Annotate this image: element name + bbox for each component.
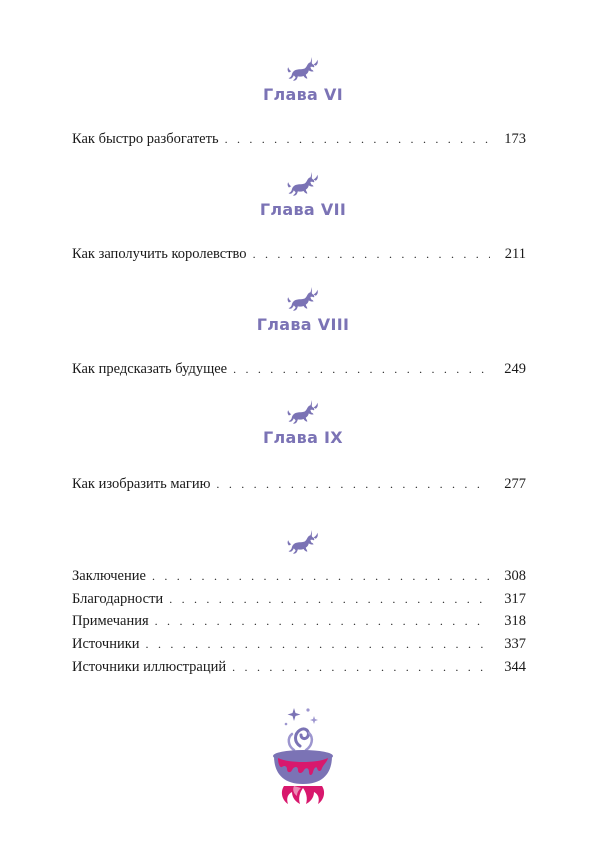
toc-entry-label: Как заполучить королевство (72, 246, 247, 262)
toc-entry[interactable] (72, 633, 526, 655)
dot-leader (146, 633, 490, 655)
toc-entry[interactable] (72, 128, 526, 150)
dot-leader (233, 358, 490, 380)
unicorn-icon (286, 398, 320, 426)
toc-entry[interactable] (72, 565, 526, 587)
unicorn-icon (286, 528, 320, 556)
toc-entry-label: Источники (72, 636, 140, 652)
toc-entry[interactable] (72, 358, 526, 380)
toc-entry-page: 337 (504, 636, 526, 652)
chapter-heading (0, 55, 606, 104)
toc-entry-label: Как быстро разбогатеть (72, 131, 219, 147)
toc-entry[interactable] (72, 656, 526, 678)
chapter-title: Глава VII (259, 200, 347, 219)
chapter-heading (0, 170, 606, 219)
unicorn-icon (286, 55, 320, 83)
dot-leader (225, 128, 490, 150)
toc-entry-label: Заключение (72, 568, 146, 584)
toc-entry[interactable] (72, 243, 526, 265)
dot-leader (152, 565, 490, 587)
dot-leader (216, 473, 490, 495)
toc-entry-page: 277 (504, 476, 526, 492)
dot-leader (253, 243, 490, 265)
toc-entry-label: Как изобразить магию (72, 476, 211, 492)
toc-entry-page: 249 (504, 361, 526, 377)
toc-entry-page: 173 (504, 131, 526, 147)
dot-leader (169, 588, 490, 610)
toc-entry[interactable] (72, 610, 526, 632)
chapter-heading (0, 398, 606, 447)
toc-entry-label: Источники иллюстраций (72, 659, 227, 675)
cauldron-icon (264, 706, 342, 808)
toc-entry-label: Как предсказать будущее (72, 361, 228, 377)
toc-entry-label: Благодарности (72, 591, 164, 607)
chapter-heading (0, 285, 606, 334)
toc-entry-page: 318 (504, 613, 526, 629)
toc-entry-label: Примечания (72, 613, 149, 629)
toc-entry-page: 317 (504, 591, 526, 607)
toc-entry-page: 344 (504, 659, 526, 675)
toc-entry-page: 308 (504, 568, 526, 584)
dot-leader (155, 610, 490, 632)
back-matter-ornament (0, 528, 606, 556)
toc-entry-page: 211 (504, 246, 526, 262)
chapter-title: Глава VI (263, 85, 343, 104)
unicorn-icon (286, 170, 320, 198)
toc-entry[interactable] (72, 588, 526, 610)
unicorn-icon (286, 285, 320, 313)
chapter-title: Глава IX (263, 428, 343, 447)
dot-leader (232, 656, 490, 678)
toc-entry[interactable] (72, 473, 526, 495)
chapter-title: Глава VIII (256, 315, 350, 334)
